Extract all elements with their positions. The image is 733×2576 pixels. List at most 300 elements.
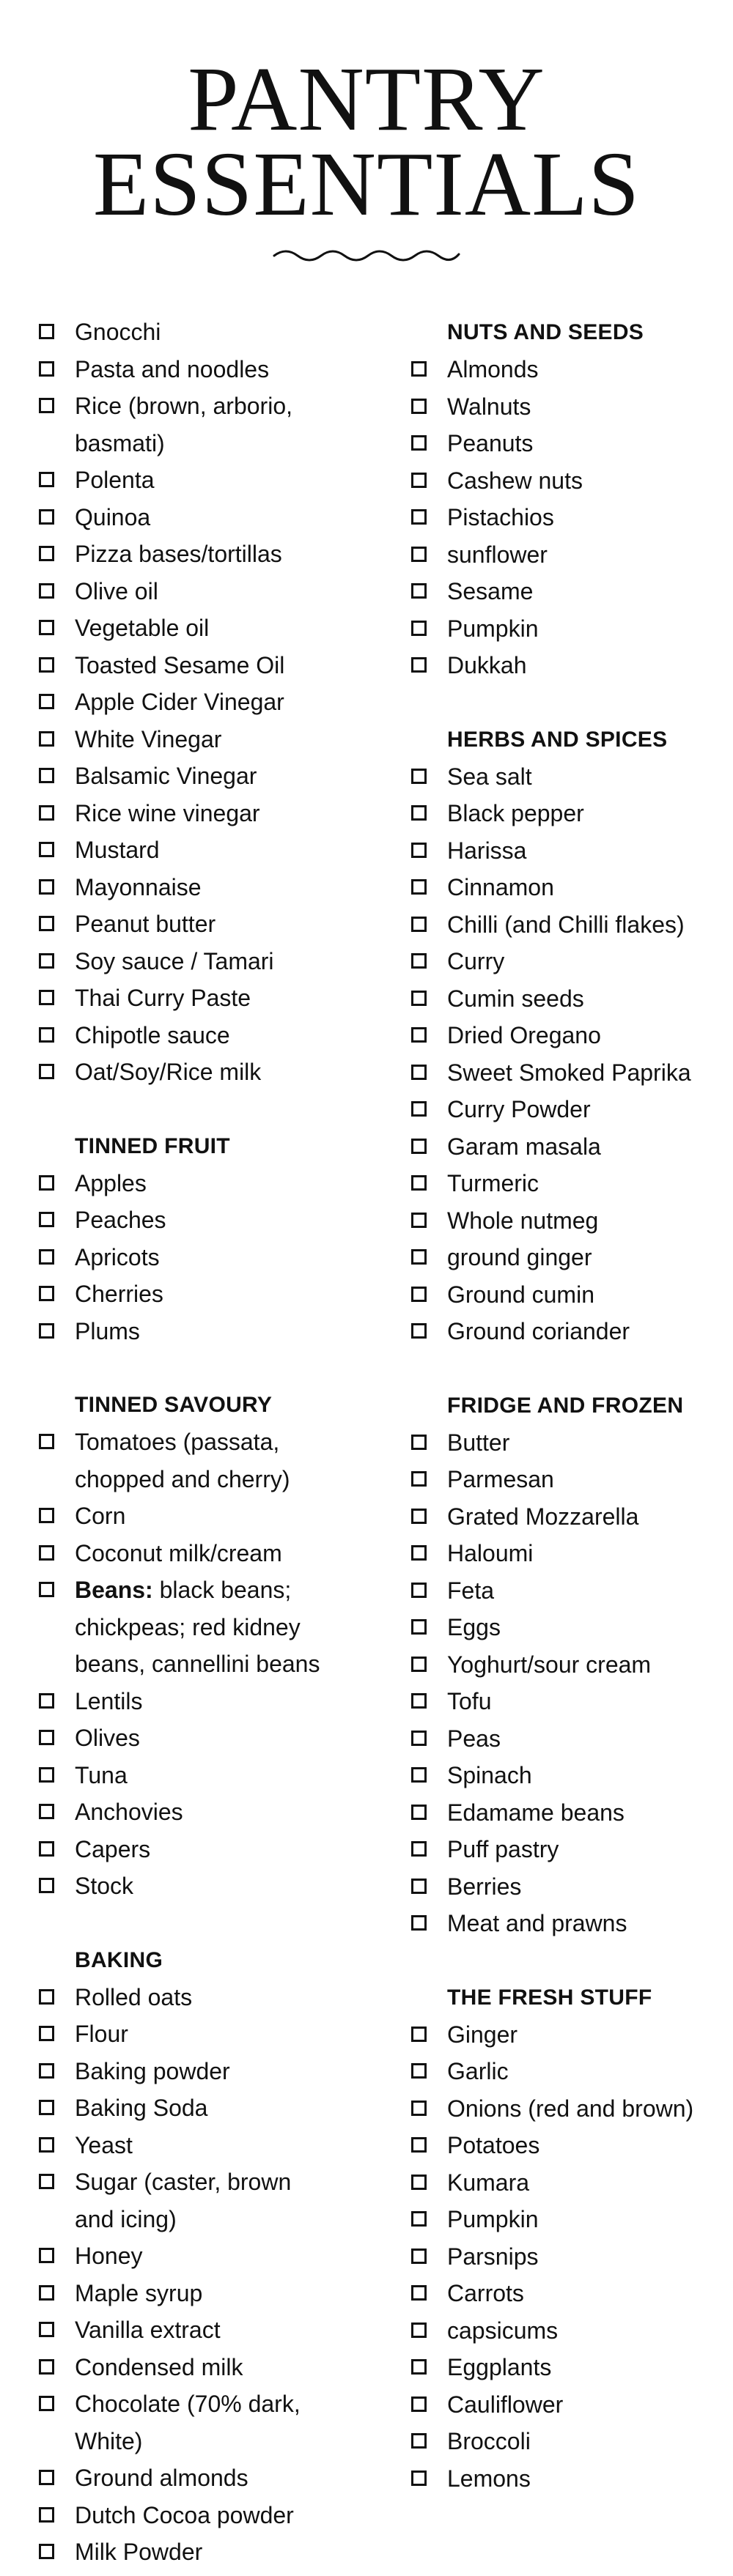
checklist-item[interactable] (37, 1313, 359, 1350)
checkbox-icon[interactable] (411, 1435, 427, 1450)
item-label: Spinach (447, 1762, 532, 1788)
item-label: Toasted Sesame Oil (75, 651, 285, 678)
section-heading-the-fresh-stuff: THE FRESH STUFF (447, 1985, 652, 2010)
checklist-item[interactable] (37, 906, 359, 943)
checkbox-icon[interactable] (39, 361, 54, 377)
item-label: Ground cumin (447, 1281, 594, 1308)
checkbox-icon[interactable] (411, 2285, 427, 2301)
checkbox-icon[interactable] (411, 843, 427, 858)
checklist-item[interactable] (409, 2275, 732, 2312)
item-label: Polenta (75, 467, 155, 493)
item-label: Sesame (447, 578, 534, 604)
item-label: Thai Curry Paste (75, 985, 251, 1011)
checkbox-icon[interactable] (39, 2174, 54, 2189)
list-item-continuation (37, 1609, 359, 1646)
checklist-item[interactable] (409, 2423, 732, 2460)
item-label: Parsnips (447, 2243, 539, 2270)
checklist-item[interactable] (37, 1054, 359, 1091)
item-label: Dried Oregano (447, 1022, 601, 1048)
checklist-item[interactable] (37, 1794, 359, 1831)
item-label: Puff pastry (447, 1836, 559, 1862)
checklist-item[interactable] (409, 869, 732, 906)
checklist-item[interactable] (37, 832, 359, 869)
checklist-item[interactable] (37, 980, 359, 1017)
item-label: Harissa (447, 837, 527, 864)
item-label: Broccoli (447, 2428, 531, 2454)
checklist-item[interactable] (409, 832, 732, 870)
item-label: Turmeric (447, 1170, 539, 1196)
checkbox-icon[interactable] (411, 1545, 427, 1561)
checkbox-icon[interactable] (411, 2433, 427, 2449)
checkbox-icon[interactable] (411, 1767, 427, 1783)
checklist-item[interactable] (409, 2201, 732, 2238)
checkbox-icon[interactable] (39, 2322, 54, 2337)
checklist-item[interactable] (409, 573, 732, 610)
checkbox-icon[interactable] (411, 361, 427, 377)
checklist-item[interactable] (37, 1202, 359, 1239)
checkbox-icon[interactable] (411, 1583, 427, 1598)
checkbox-icon[interactable] (411, 657, 427, 673)
checklist-item[interactable] (37, 1683, 359, 1720)
checklist-item[interactable] (37, 869, 359, 906)
item-label: Lentils (75, 1687, 143, 1714)
checklist-item[interactable] (409, 388, 732, 426)
checklist-item[interactable] (37, 2238, 359, 2275)
checkbox-icon[interactable] (39, 1878, 54, 1893)
item-label: Berries (447, 1873, 522, 1900)
item-label: Mustard (75, 837, 160, 863)
checkbox-icon[interactable] (39, 694, 54, 709)
section-spacer (37, 1350, 359, 1386)
checklist-item[interactable] (409, 2238, 732, 2276)
checkbox-icon[interactable] (411, 2470, 427, 2486)
checkbox-icon[interactable] (411, 2063, 427, 2079)
checkbox-icon[interactable] (39, 1989, 54, 2005)
checklist-item[interactable] (37, 1868, 359, 1905)
checklist-item[interactable] (409, 610, 732, 648)
item-label: Stock (75, 1873, 134, 1899)
item-label: Ground coriander (447, 1318, 630, 1344)
checkbox-icon[interactable] (39, 2470, 54, 2485)
checkbox-icon[interactable] (411, 2323, 427, 2338)
checkbox-icon[interactable] (411, 1287, 427, 1302)
checklist-item[interactable] (409, 1535, 732, 1572)
item-label: Pistachios (447, 504, 554, 530)
checkbox-icon[interactable] (39, 398, 54, 413)
checkbox-icon[interactable] (411, 473, 427, 488)
checklist-item[interactable] (409, 1609, 732, 1646)
checkbox-icon[interactable] (411, 917, 427, 932)
checklist-item[interactable] (409, 1091, 732, 1128)
item-label: Sweet Smoked Paprika (447, 1059, 691, 1086)
checklist-item[interactable] (409, 536, 732, 574)
checkbox-icon[interactable] (39, 731, 54, 747)
item-label: Edamame beans (447, 1799, 625, 1826)
checklist-item[interactable] (409, 906, 732, 944)
item-label: Vanilla extract (75, 2317, 221, 2343)
checklist-item[interactable] (409, 2460, 732, 2498)
checkbox-icon[interactable] (411, 1213, 427, 1228)
checkbox-icon[interactable] (411, 1693, 427, 1709)
checklist-item[interactable] (37, 1979, 359, 2016)
checklist-item[interactable] (37, 2275, 359, 2312)
checklist-item[interactable] (409, 2127, 732, 2164)
checklist-item[interactable] (409, 1239, 732, 1276)
item-label: Haloumi (447, 1540, 534, 1566)
item-label: Oat/Soy/Rice milk (75, 1059, 262, 1085)
checklist-item[interactable] (37, 1017, 359, 1054)
item-label: Black pepper (447, 800, 584, 826)
checklist-item[interactable] (409, 2164, 732, 2202)
checkbox-icon[interactable] (39, 768, 54, 783)
item-label: Peas (447, 1725, 501, 1752)
checklist-item[interactable] (409, 499, 732, 536)
checklist-item[interactable] (37, 1757, 359, 1794)
checklist-item[interactable] (409, 462, 732, 500)
item-label: Feta (447, 1577, 495, 1604)
checklist-item[interactable] (409, 2312, 732, 2350)
checklist-item[interactable] (409, 1646, 732, 1684)
checkbox-icon[interactable] (39, 805, 54, 821)
item-label: Grated Mozzarella (447, 1503, 639, 1530)
checklist-item[interactable] (37, 2053, 359, 2090)
checkbox-icon[interactable] (39, 2359, 54, 2375)
item-label: Vegetable oil (75, 615, 210, 641)
checklist-item[interactable] (37, 1720, 359, 1757)
item-label: Yoghurt/sour cream (447, 1651, 652, 1678)
checkbox-icon[interactable] (411, 1139, 427, 1154)
checkbox-icon[interactable] (39, 583, 54, 599)
item-label: Quinoa (75, 503, 151, 530)
item-label: Soy sauce / Tamari (75, 947, 274, 974)
checkbox-icon[interactable] (39, 2285, 54, 2301)
checklist-item[interactable] (37, 2349, 359, 2386)
checkbox-icon[interactable] (411, 2101, 427, 2116)
checklist-item[interactable] (409, 795, 732, 832)
checkbox-icon[interactable] (39, 324, 54, 339)
section-spacer (409, 1350, 732, 1387)
checkbox-icon[interactable] (411, 621, 427, 636)
checkbox-icon[interactable] (39, 472, 54, 487)
checklist-item[interactable] (409, 1461, 732, 1498)
checkbox-icon[interactable] (411, 1731, 427, 1746)
checkbox-icon[interactable] (411, 583, 427, 599)
item-label: Corn (75, 1503, 126, 1529)
checklist-item[interactable] (409, 2349, 732, 2386)
checklist-item[interactable] (409, 1128, 732, 1166)
section-heading-tinned-savoury: TINNED SAVOURY (75, 1393, 273, 1417)
checklist-item[interactable] (37, 388, 359, 425)
checklist-item[interactable] (37, 2090, 359, 2127)
checklist-item[interactable] (37, 351, 359, 388)
checklist-item[interactable] (37, 758, 359, 795)
checklist-item[interactable] (409, 2053, 732, 2090)
checklist-item[interactable] (409, 1831, 732, 1868)
checklist-item[interactable] (409, 1165, 732, 1202)
item-label: Capers (75, 1835, 151, 1862)
checkbox-icon[interactable] (411, 1619, 427, 1635)
checkbox-icon[interactable] (411, 2027, 427, 2042)
checkbox-icon[interactable] (39, 1804, 54, 1819)
checkbox-icon[interactable] (411, 1805, 427, 1820)
checklist-item[interactable] (37, 647, 359, 684)
checklist-item[interactable] (37, 1165, 359, 1202)
checklist-item[interactable] (37, 2312, 359, 2349)
wave-divider-icon (273, 245, 460, 267)
checklist-item[interactable] (37, 1535, 359, 1572)
item-label: ground ginger (447, 1244, 592, 1270)
checklist-item[interactable] (37, 536, 359, 573)
item-label: Maple syrup (75, 2279, 203, 2306)
checklist-item[interactable] (37, 684, 359, 721)
checkbox-icon[interactable] (411, 805, 427, 821)
checklist-item[interactable] (409, 943, 732, 980)
item-label: Ginger (447, 2021, 518, 2048)
item-label: Chipotle sauce (75, 1021, 230, 1048)
right-column (409, 314, 732, 2497)
checklist-item[interactable] (409, 351, 732, 388)
item-label: White Vinegar (75, 725, 222, 752)
checkbox-icon[interactable] (411, 879, 427, 895)
checklist-item[interactable] (409, 1572, 732, 1610)
checkbox-icon[interactable] (411, 2137, 427, 2153)
checkbox-icon[interactable] (411, 953, 427, 969)
list-item-continuation (37, 2201, 359, 2238)
checklist-item[interactable] (409, 1757, 732, 1794)
item-label: Cauliflower (447, 2391, 564, 2418)
checkbox-icon[interactable] (411, 2249, 427, 2264)
checkbox-icon[interactable] (39, 1286, 54, 1301)
item-label: chopped and cherry) (75, 1465, 290, 1492)
item-label: Plums (75, 1317, 140, 1344)
checkbox-icon[interactable] (411, 509, 427, 525)
item-label: Apples (75, 1169, 147, 1196)
section-spacer (409, 1942, 732, 1979)
checkbox-icon[interactable] (411, 1657, 427, 1672)
item-label: Milk Powder (75, 2539, 203, 2565)
item-label: Apple Cider Vinegar (75, 689, 284, 715)
checklist-item[interactable] (409, 1202, 732, 1240)
checklist-item[interactable] (409, 1276, 732, 1314)
item-label: Garlic (447, 2058, 509, 2084)
item-label: Coconut milk/cream (75, 1539, 282, 1566)
checklist-item[interactable] (37, 2386, 359, 2423)
checklist-item[interactable] (37, 1239, 359, 1276)
checkbox-icon[interactable] (411, 1915, 427, 1931)
item-label: Rolled oats (75, 1983, 193, 2010)
checkbox-icon[interactable] (39, 620, 54, 635)
checklist-item[interactable] (409, 1424, 732, 1462)
checklist-item[interactable] (37, 2460, 359, 2497)
checklist-item[interactable] (409, 2090, 732, 2128)
item-label: Cherries (75, 1281, 163, 1307)
item-label: Ground almonds (75, 2465, 248, 2491)
checklist-item[interactable] (37, 573, 359, 610)
checkbox-icon[interactable] (39, 842, 54, 857)
item-label: Onions (red and brown) (447, 2095, 694, 2122)
item-label: Meat and prawns (447, 1910, 627, 1936)
item-label: Rice (brown, arborio, (75, 393, 292, 419)
checkbox-icon[interactable] (39, 1545, 54, 1561)
checklist-item[interactable] (37, 2497, 359, 2534)
item-label: Almonds (447, 356, 539, 382)
item-label: Mayonnaise (75, 873, 202, 900)
checklist-item[interactable] (409, 1313, 732, 1350)
checklist-item[interactable] (409, 1017, 732, 1054)
checkbox-icon[interactable] (411, 1175, 427, 1191)
checkbox-icon[interactable] (39, 879, 54, 895)
section-spacer (409, 684, 732, 721)
item-label: Peanuts (447, 430, 534, 456)
checkbox-icon[interactable] (39, 1767, 54, 1783)
checklist-item[interactable] (37, 1424, 359, 1461)
item-label: Parmesan (447, 1466, 554, 1492)
list-item-continuation (37, 1646, 359, 1683)
checkbox-icon[interactable] (39, 1212, 54, 1227)
checkbox-icon[interactable] (411, 2359, 427, 2375)
checklist-item[interactable] (37, 314, 359, 351)
item-label: Gnocchi (75, 319, 161, 345)
checkbox-icon[interactable] (411, 1065, 427, 1080)
item-label: Sugar (caster, brown (75, 2169, 292, 2195)
checklist-item[interactable] (409, 2386, 732, 2424)
checkbox-icon[interactable] (39, 2026, 54, 2041)
item-label: beans, cannellini beans (75, 1651, 320, 1677)
checkbox-icon[interactable] (411, 1879, 427, 1894)
item-label: Baking powder (75, 2057, 230, 2084)
checklist-item[interactable] (37, 943, 359, 980)
checkbox-icon[interactable] (411, 1471, 427, 1487)
checkbox-icon[interactable] (39, 509, 54, 525)
checkbox-icon[interactable] (39, 2248, 54, 2263)
item-label: Baking Soda (75, 2095, 208, 2121)
checkbox-icon[interactable] (411, 991, 427, 1006)
item-label: Apricots (75, 1243, 160, 1270)
item-label: Pumpkin (447, 615, 539, 642)
checklist-item[interactable] (37, 1498, 359, 1535)
checkbox-icon[interactable] (411, 435, 427, 451)
checkbox-icon[interactable] (411, 1101, 427, 1117)
section-heading-herbs-and-spices: HERBS AND SPICES (447, 727, 668, 752)
item-label: Condensed milk (75, 2353, 243, 2380)
checkbox-icon[interactable] (39, 2137, 54, 2153)
checklist-item[interactable] (37, 1572, 359, 1609)
item-label: Honey (75, 2243, 143, 2269)
checklist-item[interactable] (37, 795, 359, 832)
checkbox-icon[interactable] (411, 2397, 427, 2412)
checkbox-icon[interactable] (39, 1841, 54, 1857)
section-heading-nuts-and-seeds: NUTS AND SEEDS (447, 320, 644, 344)
checklist-item[interactable] (409, 2016, 732, 2054)
checklist-item[interactable] (409, 1498, 732, 1536)
item-label: Lemons (447, 2465, 531, 2492)
checkbox-icon[interactable] (411, 1841, 427, 1857)
checklist-item[interactable] (37, 462, 359, 499)
checklist-item[interactable] (37, 2016, 359, 2053)
checkbox-icon[interactable] (39, 2100, 54, 2115)
checklist-item[interactable] (409, 1683, 732, 1720)
checklist-item[interactable] (409, 1868, 732, 1906)
checklist-item[interactable] (37, 2127, 359, 2164)
checkbox-icon[interactable] (39, 2063, 54, 2079)
checkbox-icon[interactable] (39, 1693, 54, 1709)
checkbox-icon[interactable] (39, 2396, 54, 2411)
checkbox-icon[interactable] (39, 2507, 54, 2523)
list-item-continuation (37, 1461, 359, 1498)
checkbox-icon[interactable] (39, 1027, 54, 1043)
checkbox-icon[interactable] (39, 953, 54, 969)
checkbox-icon[interactable] (411, 1509, 427, 1524)
checklist-item[interactable] (37, 721, 359, 758)
checkbox-icon[interactable] (39, 1582, 54, 1597)
checkbox-icon[interactable] (411, 547, 427, 562)
item-label: Yeast (75, 2131, 133, 2158)
checklist-item[interactable] (37, 2164, 359, 2201)
checkbox-icon[interactable] (411, 1323, 427, 1339)
checkbox-icon[interactable] (39, 1064, 54, 1079)
section-heading-baking: BAKING (75, 1947, 163, 1972)
section-spacer (37, 1091, 359, 1128)
checkbox-icon[interactable] (39, 546, 54, 561)
list-item-continuation (37, 425, 359, 462)
checkbox-icon[interactable] (39, 1508, 54, 1523)
checklist-item[interactable] (409, 758, 732, 796)
checklist-item[interactable] (409, 425, 732, 462)
item-label: Cashew nuts (447, 467, 583, 494)
item-label: Olives (75, 1725, 140, 1751)
checkbox-icon[interactable] (39, 1175, 54, 1191)
checkbox-icon[interactable] (39, 916, 54, 931)
item-label: Anchovies (75, 1799, 183, 1825)
checkbox-icon[interactable] (39, 1249, 54, 1265)
page-title-line-2: ESSENTIALS (92, 134, 641, 235)
section-spacer (37, 1905, 359, 1942)
item-label: White) (75, 2427, 143, 2454)
checkbox-icon[interactable] (411, 1249, 427, 1265)
checkbox-icon[interactable] (39, 657, 54, 673)
checkbox-icon[interactable] (39, 990, 54, 1005)
checklist-item[interactable] (37, 1831, 359, 1868)
checklist-item[interactable] (409, 980, 732, 1018)
left-column (37, 314, 359, 2571)
item-label: black beans; (152, 1577, 292, 1603)
checkbox-icon[interactable] (39, 1730, 54, 1745)
checkbox-icon[interactable] (411, 399, 427, 414)
checklist-item[interactable] (37, 2534, 359, 2571)
checklist-item[interactable] (409, 1905, 732, 1942)
item-label: Carrots (447, 2280, 524, 2306)
checklist-item[interactable] (37, 499, 359, 536)
checklist-item[interactable] (409, 1720, 732, 1758)
checkbox-icon[interactable] (39, 2544, 54, 2559)
item-label: Eggs (447, 1614, 501, 1640)
checkbox-icon[interactable] (411, 2175, 427, 2190)
item-label: Olive oil (75, 577, 158, 604)
checklist-item[interactable] (409, 1054, 732, 1092)
item-label: Balsamic Vinegar (75, 763, 257, 789)
item-label: Cumin seeds (447, 985, 584, 1012)
checkbox-icon[interactable] (39, 1323, 54, 1339)
checklist-item[interactable] (409, 1794, 732, 1832)
checklist-item[interactable] (37, 1276, 359, 1313)
checkbox-icon[interactable] (411, 2211, 427, 2227)
checklist-item[interactable] (37, 610, 359, 647)
checkbox-icon[interactable] (411, 1027, 427, 1043)
checkbox-icon[interactable] (411, 769, 427, 784)
checklist-item[interactable] (409, 647, 732, 684)
checkbox-icon[interactable] (39, 1434, 54, 1449)
item-label: Tuna (75, 1761, 128, 1788)
